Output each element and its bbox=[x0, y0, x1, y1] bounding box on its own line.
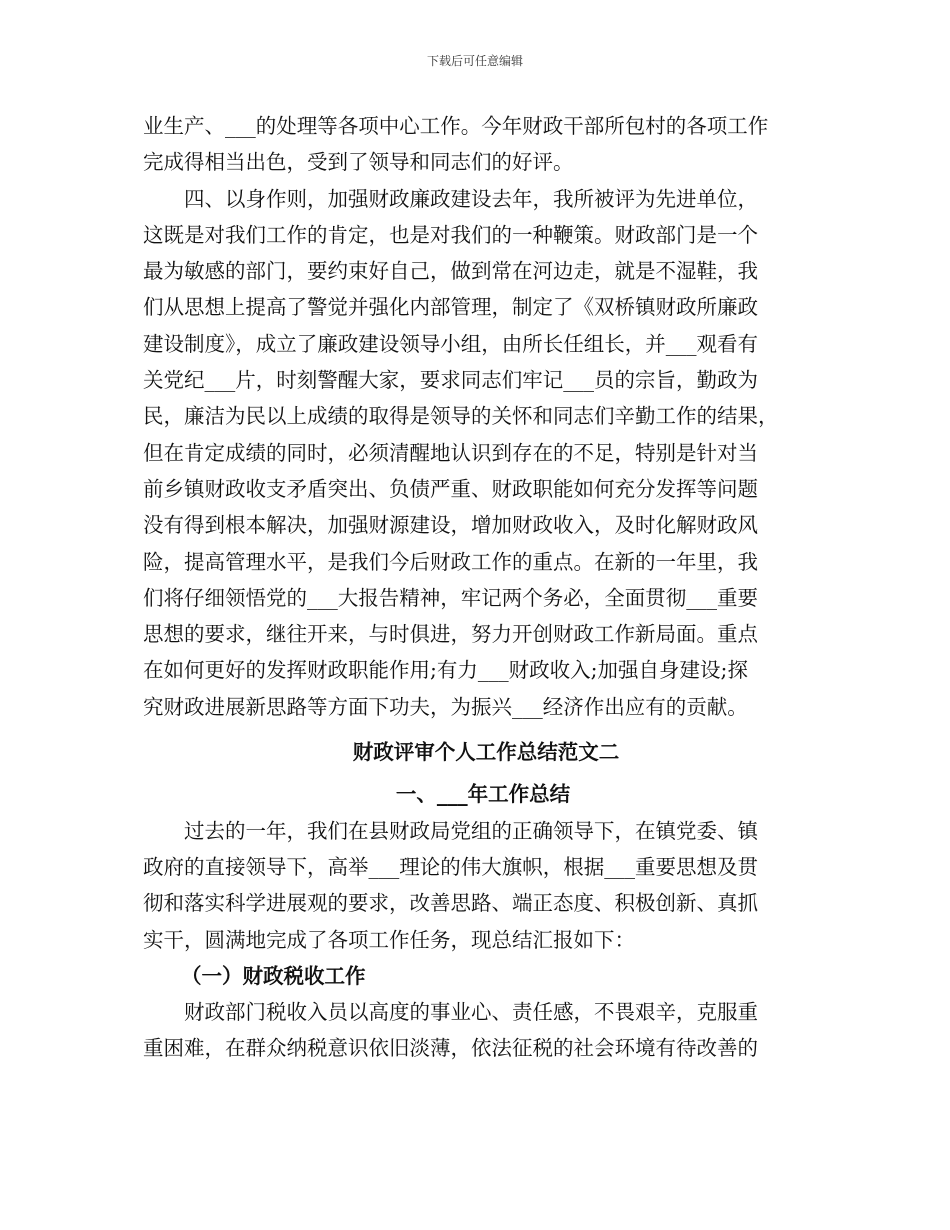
paragraph-start-line: 财政部门税收入员以高度的事业心、责任感，不畏艰辛，克服重 bbox=[184, 1000, 758, 1025]
text-line: 在如何更好的发挥财政职能作用;有力___财政收入;加强自身建设;探 bbox=[143, 658, 748, 683]
text-line: 实干，圆满地完成了各项工作任务，现总结汇报如下： bbox=[143, 927, 635, 952]
text-line: 政府的直接领导下，高举___理论的伟大旗帜，根据___重要思想及贯 bbox=[143, 854, 758, 879]
subheading: （一）财政税收工作 bbox=[181, 963, 366, 988]
text-line: 究财政进展新思路等方面下功夫，为振兴___经济作出应有的贡献。 bbox=[143, 694, 748, 719]
text-line: 们将仔细领悟党的___大报告精神，牢记两个务必，全面贯彻___重要 bbox=[143, 585, 758, 610]
text-line: 最为敏感的部门，要约束好自己，做到常在河边走，就是不湿鞋，我 bbox=[143, 259, 758, 284]
text-line: 们从思想上提高了警觉并强化内部管理，制定了《双桥镇财政所廉政 bbox=[143, 295, 758, 320]
text-line: 民，廉洁为民以上成绩的取得是领导的关怀和同志们辛勤工作的结果， bbox=[143, 404, 779, 429]
paragraph-start-line: 过去的一年，我们在县财政局党组的正确领导下，在镇党委、镇 bbox=[184, 818, 758, 843]
section-title: 财政评审个人工作总结范文二 bbox=[352, 740, 620, 765]
page-header: 下载后可任意编辑 bbox=[426, 54, 523, 68]
text-line: 前乡镇财政收支矛盾突出、负债严重、财政职能如何充分发挥等问题 bbox=[143, 476, 758, 501]
paragraph-start-line: 四、以身作则，加强财政廉政建设去年，我所被评为先进单位， bbox=[184, 186, 758, 211]
text-line: 彻和落实科学进展观的要求，改善思路、端正态度、积极创新、真抓 bbox=[143, 891, 758, 916]
text-line: 这既是对我们工作的肯定，也是对我们的一种鞭策。财政部门是一个 bbox=[143, 222, 758, 247]
text-line: 完成得相当出色，受到了领导和同志们的好评。 bbox=[143, 150, 574, 175]
text-line: 没有得到根本解决，加强财源建设，增加财政收入，及时化解财政风 bbox=[143, 513, 758, 538]
text-line: 但在肯定成绩的同时，必须清醒地认识到存在的不足，特别是针对当 bbox=[143, 440, 758, 465]
text-line: 重困难，在群众纳税意识依旧淡薄，依法征税的社会环境有待改善的 bbox=[143, 1036, 758, 1061]
text-line: 业生产、___的处理等各项中心工作。今年财政干部所包村的各项工作 bbox=[143, 114, 769, 138]
document-body bbox=[143, 108, 823, 1067]
text-line: 险，提高管理水平，是我们今后财政工作的重点。在新的一年里，我 bbox=[143, 549, 758, 574]
text-line: 建设制度》，成立了廉政建设领导小组，由所长任组长，并___观看有 bbox=[143, 331, 758, 356]
text-line: 思想的要求，继往开来，与时俱进，努力开创财政工作新局面。重点 bbox=[143, 622, 758, 647]
text-line: 关党纪___片，时刻警醒大家，要求同志们牢记___员的宗旨，勤政为 bbox=[143, 368, 758, 393]
section-subtitle: 一、___年工作总结 bbox=[395, 782, 571, 807]
